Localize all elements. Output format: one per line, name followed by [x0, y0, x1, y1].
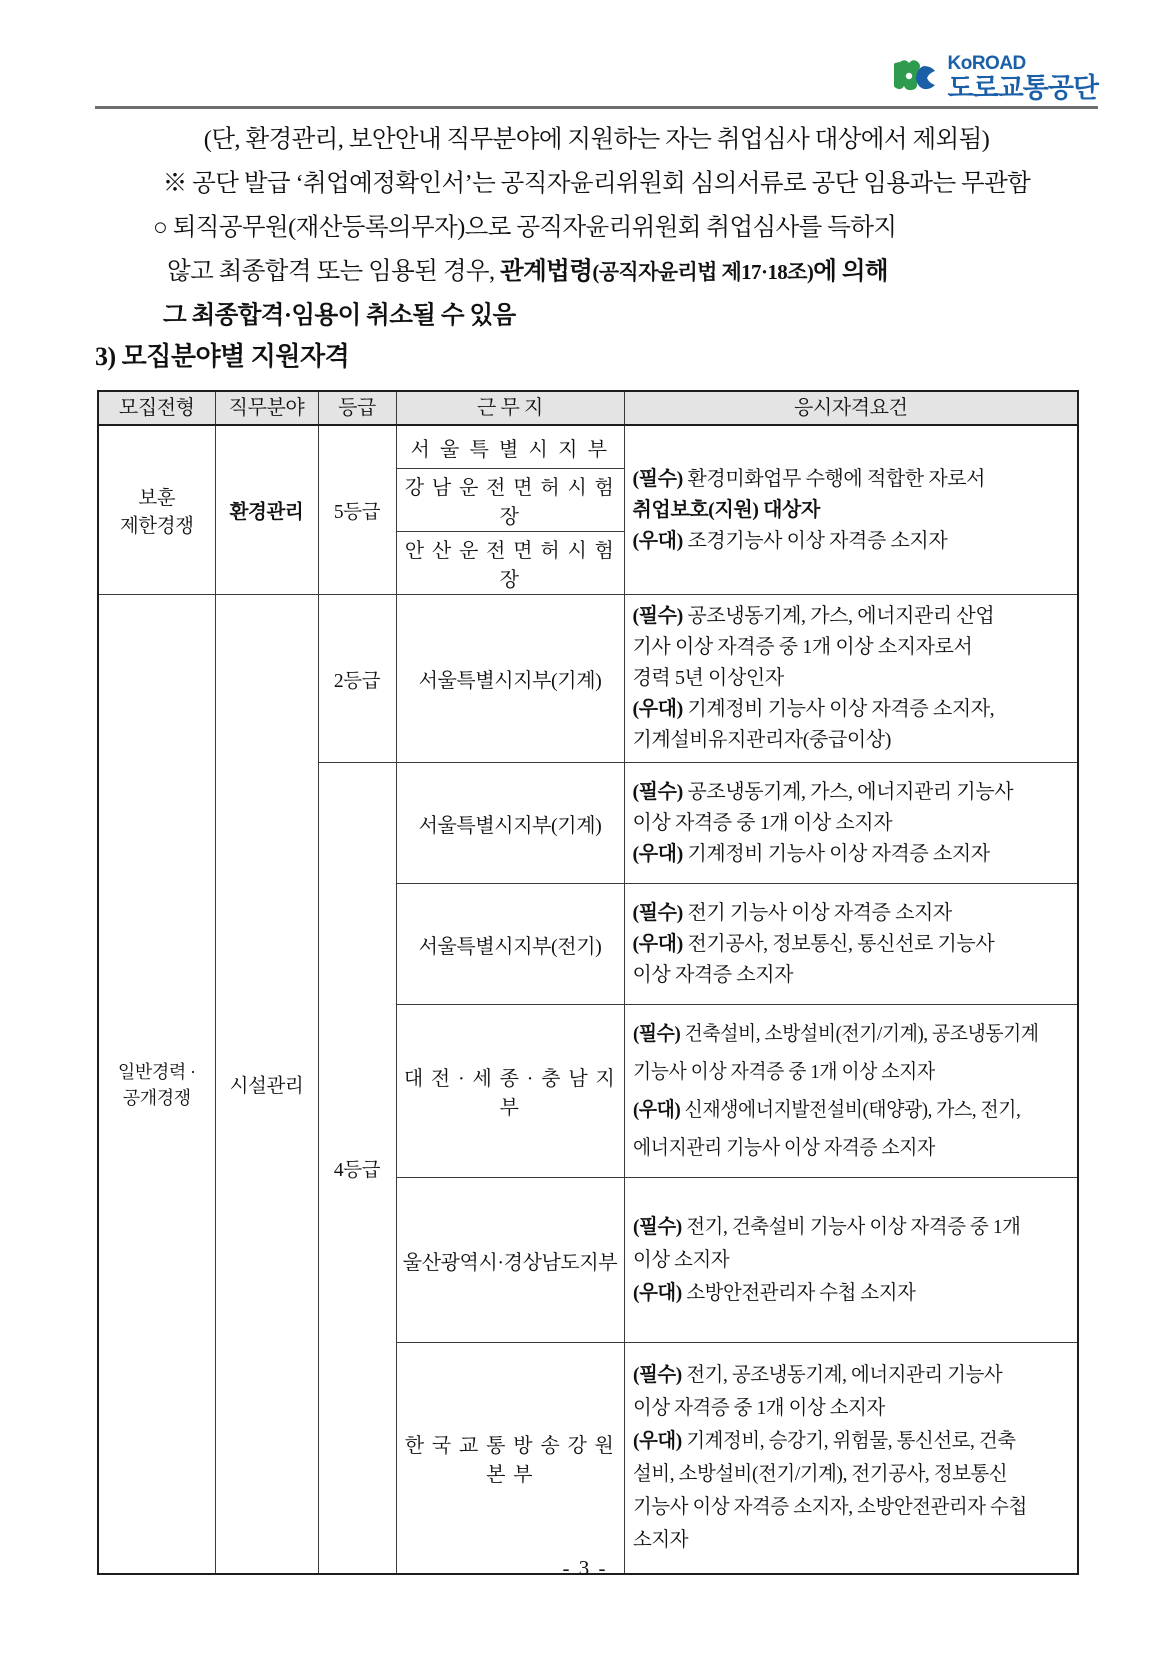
qual-bold-prefix: (우대)	[632, 698, 683, 720]
qual-line	[633, 1359, 1058, 1392]
qual-text: 전기공사, 정보통신, 통신선로 기능사	[682, 932, 995, 955]
qual-bold-prefix: (우대)	[632, 842, 683, 865]
qual-line	[633, 1053, 1045, 1091]
cell-qualification-ulsan	[624, 1178, 1078, 1343]
qual-line	[633, 601, 1072, 632]
intro-line-4	[95, 250, 1098, 294]
qual-bold-prefix: (우대)	[632, 529, 683, 552]
cell-qualification-seoul-elec-4	[624, 884, 1078, 1005]
qual-line	[633, 663, 1072, 694]
qual-text: 전기 기능사 이상 자격증 소지자	[682, 901, 952, 924]
koroad-clover-icon	[894, 58, 940, 98]
section-title: 3) 모집분야별 지원자격	[95, 342, 350, 371]
qual-text: 이상 자격증 중 1개 이상 소지자	[632, 811, 893, 834]
qual-bold-prefix: (필수)	[632, 780, 683, 803]
qual-bold-prefix: (우대)	[632, 1281, 682, 1304]
qual-text: 소방안전관리자 수첩 소지자	[681, 1281, 915, 1304]
qual-text: 에너지관리 기능사 이상 자격증 소지자	[632, 1137, 935, 1159]
col-header-recruit-type: 모집전형	[98, 391, 215, 425]
intro-line-2: ※ 공단 발급 ‘취업예정확인서’는 공직자윤리위원회 심의서류로 공단 임용과는 무관함	[162, 170, 1031, 197]
cell-location-seoul-mech-4: 서울특별시지부(기계)	[396, 763, 624, 884]
qual-bold-prefix: (우대)	[632, 1430, 682, 1452]
intro-line-5: 그 최종합격·임용이 취소될 수 있음	[163, 302, 516, 329]
qual-text: 기사 이상 자격증 중 1개 이상 소지자로서	[632, 636, 973, 658]
qual-bold-prefix: (필수)	[632, 467, 683, 490]
table-row	[98, 595, 1078, 763]
qual-line	[633, 1244, 1058, 1277]
qual-line	[633, 464, 1072, 495]
cell-qualification-daejeon	[624, 1005, 1078, 1178]
table-row	[98, 425, 1078, 469]
qual-bold-prefix: (필수)	[632, 901, 683, 924]
qual-bold-prefix: (필수)	[632, 1364, 682, 1386]
intro-line-3	[95, 206, 1098, 250]
cell-location-seoul-elec-4: 서울특별시지부(전기)	[396, 884, 624, 1005]
qual-line	[633, 1524, 1058, 1557]
recruit-type-line2: 제한경쟁	[119, 516, 194, 537]
cell-location-daejeon: 대 전 · 세 종 · 충 남 지 부	[396, 1005, 624, 1178]
qual-bold-prefix: (우대)	[632, 932, 683, 955]
qual-line	[633, 694, 1072, 725]
qual-text: 기계정비, 승강기, 위험물, 통신선로, 건축	[681, 1430, 1016, 1452]
qual-line	[633, 1091, 1045, 1129]
qual-line	[633, 777, 1072, 808]
qual-text: 환경미화업무 수행에 적합한 자로서	[682, 467, 986, 490]
cell-qualification-seoul-mech-4	[624, 763, 1078, 884]
qual-text: 기능사 이상 자격증 소지자, 소방안전관리자 수첩	[632, 1496, 1027, 1518]
qual-bold-prefix: (필수)	[632, 605, 683, 627]
qual-line	[633, 725, 1072, 756]
qual-text: 이상 자격증 중 1개 이상 소지자	[632, 1397, 885, 1419]
intro-line-4-lawref: (공직자윤리법 제17·18조)	[592, 260, 814, 284]
qualification-table	[97, 390, 1079, 1575]
recruit-type-line2: 공개경쟁	[122, 1088, 191, 1108]
qual-line	[633, 960, 1072, 991]
qual-text: 건축설비, 소방설비(전기/기계), 공조냉동기계	[679, 1023, 1039, 1045]
cell-job-field-facility: 시설관리	[215, 595, 318, 1575]
qual-text: 공조냉동기계, 가스, 에너지관리 산업	[682, 605, 995, 627]
page-number: - 3 -	[562, 1556, 608, 1580]
cell-job-field-environment: 환경관리	[215, 425, 318, 595]
qual-text: 공조냉동기계, 가스, 에너지관리 기능사	[682, 780, 1014, 803]
col-header-qualification: 응시자격요건	[624, 391, 1078, 425]
qual-text: 기능사 이상 자격증 중 1개 이상 소지자	[632, 1061, 935, 1083]
qual-bold-prefix: (필수)	[632, 1023, 680, 1045]
qual-line	[633, 1129, 1045, 1167]
qual-line	[633, 808, 1072, 839]
intro-bullet-marker: ○	[153, 214, 168, 241]
cell-location-tbn-gangwon: 한 국 교 통 방 송 강 원 본 부	[396, 1343, 624, 1575]
cell-qualification-seoul-mech-2	[624, 595, 1078, 763]
qual-text: 경력 5년 이상인자	[632, 667, 784, 689]
qual-line: 취업보호(지원) 대상자	[632, 498, 820, 521]
cell-location-seoul-branch: 서 울 특 별 시 지 부	[396, 425, 624, 469]
cell-location-seoul-mech-2: 서울특별시지부(기계)	[396, 595, 624, 763]
logo-wordmark	[948, 54, 1099, 102]
intro-line-3-text: 퇴직공무원(재산등록의무자)으로 공직자윤리위원회 취업심사를 득하지	[172, 214, 897, 241]
qual-line	[633, 632, 1072, 663]
qual-line	[633, 839, 1072, 870]
cell-grade-5: 5등급	[318, 425, 396, 595]
qual-text: 이상 자격증 소지자	[632, 963, 794, 986]
col-header-grade: 등급	[318, 391, 396, 425]
qual-text: 이상 소지자	[632, 1248, 729, 1271]
qual-bold-prefix: (우대)	[632, 1099, 680, 1121]
intro-text-block	[95, 118, 1098, 338]
cell-location-gangnam: 강 남 운 전 면 허 시 험 장	[396, 469, 624, 532]
cell-location-ulsan: 울산광역시·경상남도지부	[396, 1178, 624, 1343]
col-header-workplace: 근 무 지	[396, 391, 624, 425]
qual-text: 설비, 소방설비(전기/기계), 전기공사, 정보통신	[632, 1463, 1007, 1485]
qual-text: 소지자	[632, 1529, 688, 1551]
qual-line	[633, 1015, 1045, 1053]
intro-line-4-emphasis: 관계법령	[500, 258, 593, 285]
table-header-row	[98, 391, 1078, 425]
intro-line-1: (단, 환경관리, 보안안내 직무분야에 지원하는 자는 취업심사 대상에서 제외됨)	[203, 126, 990, 153]
intro-line-4-d: 에 의해	[813, 258, 888, 285]
koroad-logo	[894, 54, 1099, 102]
qual-line	[633, 1425, 1058, 1458]
cell-grade-2: 2등급	[318, 595, 396, 763]
qual-text: 기계설비유지관리자(중급이상)	[632, 729, 891, 751]
qual-text: 기계정비 기능사 이상 자격증 소지자,	[682, 698, 995, 720]
cell-qualification-environment	[624, 425, 1078, 595]
qual-text: 기계정비 기능사 이상 자격증 소지자	[682, 842, 990, 865]
qual-line	[633, 1392, 1058, 1425]
cell-qualification-tbn-gangwon	[624, 1343, 1078, 1575]
qual-line	[633, 1211, 1058, 1244]
recruit-type-line1: 보훈	[138, 488, 176, 509]
qual-text: 전기, 공조냉동기계, 에너지관리 기능사	[681, 1364, 1002, 1386]
logo-korean-text: 도로교통공단	[947, 73, 1098, 103]
qual-bold-prefix: (필수)	[632, 1215, 682, 1238]
qual-line	[633, 929, 1072, 960]
qual-line	[633, 1491, 1058, 1524]
cell-recruit-type-general	[98, 595, 215, 1575]
col-header-job-field: 직무분야	[215, 391, 318, 425]
qual-line	[633, 526, 1072, 557]
cell-grade-4: 4등급	[318, 763, 396, 1575]
qual-text: 조경기능사 이상 자격증 소지자	[682, 529, 948, 552]
qual-text: 신재생에너지발전설비(태양광), 가스, 전기,	[679, 1099, 1020, 1121]
qual-text: 전기, 건축설비 기능사 이상 자격증 중 1개	[681, 1215, 1021, 1238]
cell-recruit-type-bohun	[98, 425, 215, 595]
logo-english-text: KoROAD	[947, 53, 1026, 74]
recruit-type-line1: 일반경력 ·	[117, 1062, 196, 1082]
cell-location-ansan: 안 산 운 전 면 허 시 험 장	[396, 532, 624, 595]
qual-line	[633, 1458, 1058, 1491]
intro-line-4-a: 않고 최종합격 또는 임용된 경우,	[167, 258, 501, 285]
header-divider-rule	[95, 106, 1098, 109]
qual-line	[633, 898, 1072, 929]
qual-line	[633, 1277, 1058, 1310]
